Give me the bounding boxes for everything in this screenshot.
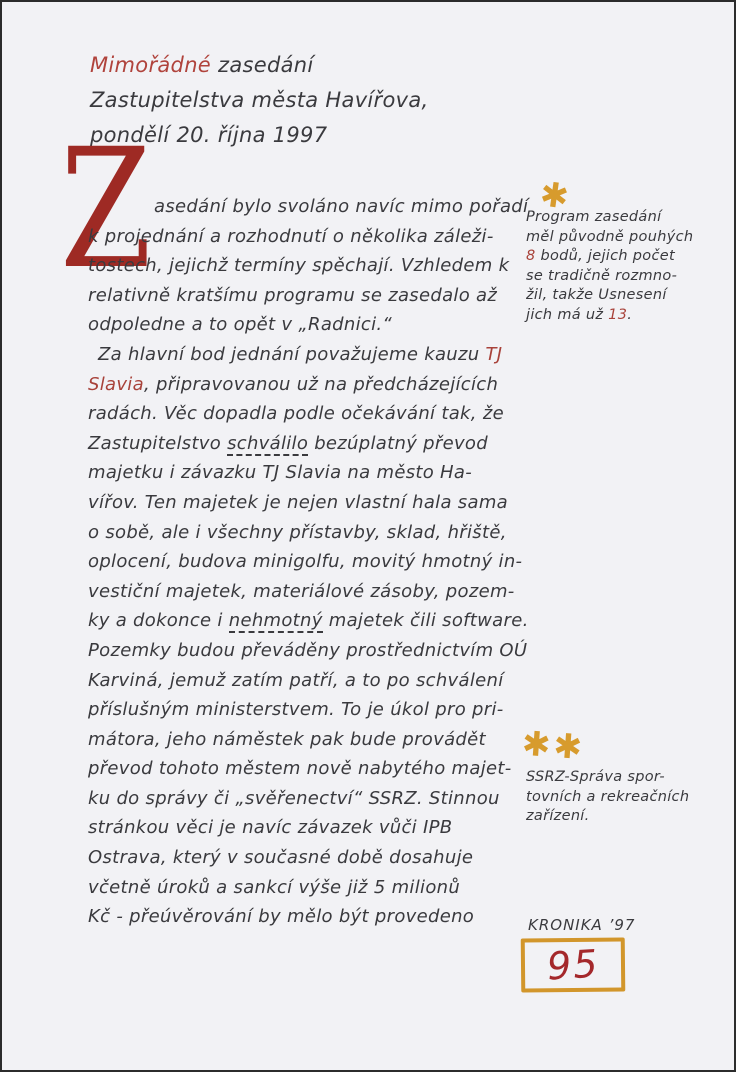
- body-line-text: tostech, jejichž termíny spěchají. Vzhledem k: [88, 255, 510, 277]
- body-line-text: odpoledne a to opět v „Radnici.“: [88, 314, 393, 336]
- underlined-word: schválilo: [227, 432, 309, 454]
- footnote-1: [526, 208, 721, 325]
- body-line: [88, 192, 558, 222]
- body-line: [88, 370, 558, 400]
- body-line: [88, 577, 558, 607]
- footnote-line: [526, 208, 721, 228]
- body-line-text: bezúplatný převod: [308, 432, 488, 454]
- body-line: [88, 429, 558, 459]
- footnote-text: SSRZ-Správa spor-: [526, 769, 665, 785]
- body-text: [88, 192, 558, 932]
- footnote-text: jich má už: [526, 306, 609, 323]
- body-line-text: ku do správy či „svěřenectví“ SSRZ. Stinnou: [88, 787, 500, 809]
- footnote-text: zařízení.: [526, 808, 590, 824]
- body-line-text: radách. Věc dopadla podle očekávání tak, že: [88, 403, 504, 425]
- footnote-line: [526, 228, 721, 248]
- double-asterisk-icon: ✱✱: [520, 723, 587, 769]
- body-line: [88, 873, 558, 903]
- body-line-text: Zastupitelstvo: [88, 432, 228, 454]
- page-number-box: [521, 937, 626, 992]
- body-line: [88, 606, 558, 636]
- title-line-3: pondělí 20. října 1997: [90, 123, 328, 147]
- highlight-red: Slavia: [88, 373, 144, 395]
- body-line-text: vestiční majetek, materiálové zásoby, pozem-: [88, 580, 515, 602]
- body-line-text: majetek čili software.: [322, 610, 529, 632]
- body-line: [88, 310, 558, 340]
- body-line-text: majetku i závazku TJ Slavia na město Ha-: [88, 462, 473, 484]
- body-line: [88, 902, 558, 932]
- body-line-text: příslušným ministerstvem. To je úkol pro pri-: [88, 699, 504, 721]
- body-line: [88, 695, 558, 725]
- highlight-red: 8: [526, 248, 536, 264]
- body-line: [88, 547, 558, 577]
- footnote-text: se tradičně rozmno-: [526, 267, 678, 284]
- body-line-text: Karviná, jemuž zatím patří, a to po schválení: [88, 669, 504, 691]
- footnote-line: [526, 807, 721, 827]
- body-line: [88, 784, 558, 814]
- footnote-text: Program zasedání: [526, 209, 662, 225]
- footnote-2: [526, 768, 721, 827]
- body-line: [88, 518, 558, 548]
- body-line-text: Ostrava, který v současné době dosahuje: [88, 847, 474, 869]
- body-line: [88, 458, 558, 488]
- page-number: 95: [545, 941, 601, 989]
- body-line: [88, 754, 558, 784]
- body-line-text: převod tohoto městem nově nabytého majet-: [88, 758, 512, 780]
- body-line-text: mátora, jeho náměstek pak bude provádět: [88, 728, 486, 750]
- body-line: [88, 666, 558, 696]
- highlight-red: 13: [608, 306, 628, 323]
- asterisk-icon: ✱: [537, 174, 572, 218]
- body-line: [88, 251, 558, 281]
- footnote-text: žil, takže Usnesení: [526, 287, 667, 303]
- body-line-text: ky a dokonce i: [88, 610, 229, 632]
- body-line: [88, 725, 558, 755]
- title-line-1: [90, 48, 429, 83]
- underlined-word: nehmotný: [228, 610, 323, 632]
- body-line-text: Kč - přeúvěrování by mělo být provedeno: [88, 906, 475, 928]
- title-word-rest: zasedání: [218, 53, 314, 77]
- body-line-text: o sobě, ale i všechny přístavby, sklad, hřiště,: [88, 521, 507, 543]
- body-line-text: oplocení, budova minigolfu, movitý hmotný in-: [88, 551, 523, 573]
- footnote-line: [526, 286, 721, 306]
- footnote-text: měl původně pouhých: [526, 228, 694, 245]
- footnote-text: bodů, jejich počet: [535, 248, 675, 264]
- footnote-line: [526, 267, 721, 287]
- body-line-text: vířov. Ten majetek je nejen vlastní hala sama: [88, 491, 508, 513]
- footnote-text: tovních a rekreačních: [526, 788, 690, 805]
- drop-cap: Z: [60, 113, 152, 305]
- footnote-line: [526, 247, 721, 267]
- body-line-text: asedání bylo svoláno navíc mimo pořadí: [154, 196, 529, 217]
- body-line-text: Pozemky budou převáděny prostřednictvím OÚ: [88, 639, 528, 661]
- body-line-text: relativně kratšímu programu se zasedalo až: [88, 284, 498, 306]
- body-line: [88, 813, 558, 843]
- footnote-line: [526, 788, 721, 808]
- footnote-line: [526, 306, 721, 326]
- body-line-text: k projednání a rozhodnutí o několika záleži-: [88, 225, 494, 247]
- body-line-text: , připravovanou už na předcházejících: [143, 373, 499, 395]
- highlight-red: TJ: [485, 343, 503, 365]
- footnote-line: [526, 768, 721, 788]
- body-line: [88, 636, 558, 666]
- body-line: [88, 488, 558, 518]
- body-line-text: stránkou věci je navíc závazek vůči IPB: [88, 817, 453, 839]
- title-word-highlight: Mimořádné: [90, 53, 212, 77]
- body-line: [88, 340, 558, 370]
- body-line: [88, 222, 558, 252]
- footnote-text: .: [627, 306, 633, 323]
- body-line: [88, 843, 558, 873]
- kronika-label: KRONIKA ’97: [528, 916, 636, 934]
- title-line-2: Zastupitelstva města Havířova,: [90, 88, 429, 112]
- body-line-text: Za hlavní bod jednání považujeme kauzu: [98, 343, 486, 365]
- body-line: [88, 399, 558, 429]
- body-line: [88, 281, 558, 311]
- body-line-text: včetně úroků a sankcí výše již 5 milionů: [88, 876, 461, 898]
